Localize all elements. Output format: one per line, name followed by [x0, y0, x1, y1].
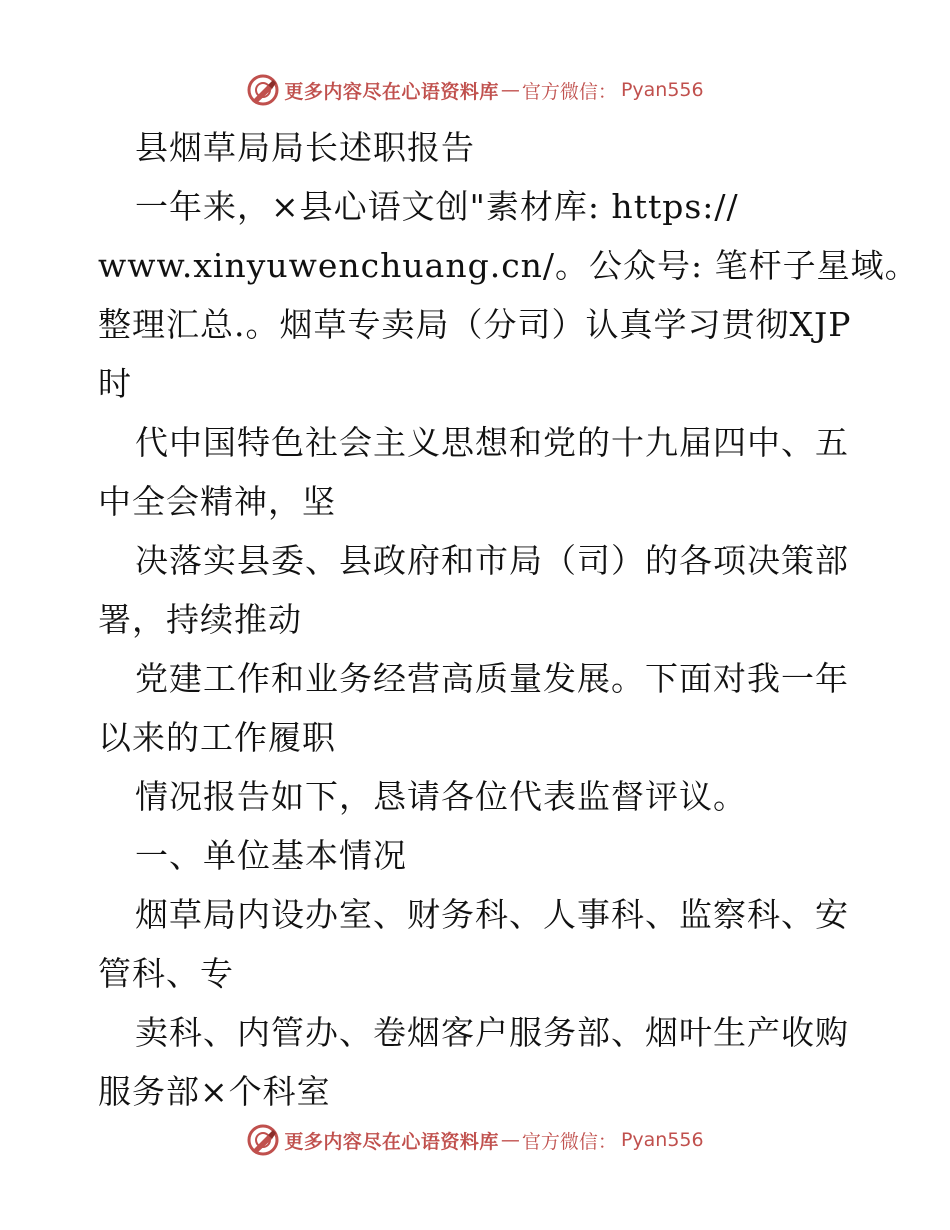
banner-wechat-id: Pyan556 [620, 79, 704, 101]
paragraph-line: 党建工作和业务经营高质量发展。下面对我一年 [135, 659, 849, 698]
document-title: 县烟草局局长述职报告 [135, 128, 475, 167]
header-banner [0, 70, 950, 110]
paragraph-line: 决落实县委、县政府和市局（司）的各项决策部 [135, 541, 849, 580]
paragraph-line: 以来的工作履职 [98, 718, 336, 757]
paragraph-line: 整理汇总.。烟草专卖局（分司）认真学习贯彻XJP [98, 305, 852, 344]
paragraph-line: 管科、专 [98, 954, 234, 993]
banner-separator: — [500, 1129, 520, 1151]
paragraph-line: 署，持续推动 [98, 600, 302, 639]
paragraph-line: 烟草局内设办室、财务科、人事科、监察科、安 [135, 895, 849, 934]
paragraph-line: 卖科、内管办、卷烟客户服务部、烟叶生产收购 [135, 1013, 849, 1052]
pen-logo-icon [246, 1123, 280, 1157]
footer-banner [0, 1120, 950, 1160]
banner-wechat-label: 官方微信： [521, 1130, 617, 1153]
document-body [98, 118, 919, 1121]
banner-wechat-label: 官方微信： [521, 80, 617, 103]
paragraph-line: www.xinyuwenchuang.cn/。公众号: 笔杆子星域。 [98, 246, 919, 285]
banner-slogan: 更多内容尽在心语资料库 [284, 80, 499, 103]
paragraph-line: 时 [98, 364, 132, 403]
paragraph-line: 中全会精神，坚 [98, 482, 336, 521]
paragraph-line: 一年来，×县心语文创"素材库: https:// [135, 187, 739, 226]
paragraph-line: 代中国特色社会主义思想和党的十九届四中、五 [135, 423, 849, 462]
paragraph-line: 情况报告如下，恳请各位代表监督评议。 [135, 777, 747, 816]
banner-wechat-id: Pyan556 [620, 1129, 704, 1151]
banner-slogan: 更多内容尽在心语资料库 [284, 1130, 499, 1153]
banner-separator: — [500, 79, 520, 101]
section-heading: 一、单位基本情况 [135, 836, 407, 875]
pen-logo-icon [246, 73, 280, 107]
paragraph-line: 服务部×个科室 [98, 1072, 331, 1111]
